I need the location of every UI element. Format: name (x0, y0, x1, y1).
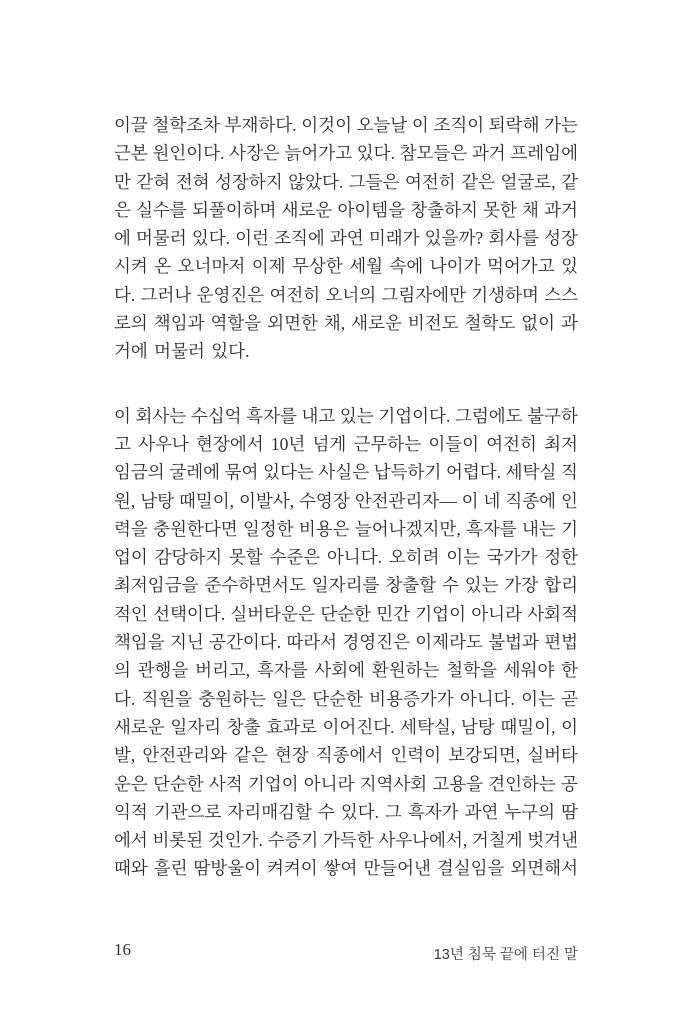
running-title: 13년 침묵 끝에 터진 말 (433, 947, 578, 963)
text-line: 력을 충원한다면 일정한 비용은 늘어나겠지만, 흑자를 내는 기 (114, 518, 578, 539)
paragraph (114, 111, 578, 366)
text-line: 다. 직원을 충원하는 일은 단순한 비용증가가 아니다. 이는 곧 (114, 688, 578, 709)
text-line: 로의 책임과 역할을 외면한 채, 새로운 비전도 철학도 없이 과 (114, 313, 578, 334)
text-line: 이끌 철학조차 부재하다. 이것이 오늘날 이 조직이 퇴락해 가는 (114, 115, 578, 135)
text-line: 시켜 온 오너마저 이제 무상한 세월 속에 나이가 먹어가고 있 (114, 256, 578, 277)
text-line: 다. 그러나 운영진은 여전히 오너의 그림자에만 기생하며 스스 (114, 284, 578, 305)
text-line: 임금의 굴레에 묶여 있다는 사실은 납득하기 어렵다. 세탁실 직 (114, 462, 578, 483)
text-line: 운은 단순한 사적 기업이 아니라 지역사회 고용을 견인하는 공 (114, 773, 578, 794)
text-line: 이 회사는 수십억 흑자를 내고 있는 기업이다. 그럼에도 불구하 (114, 405, 578, 426)
text-line: 업이 감당하지 못할 수준은 아니다. 오히려 이는 국가가 정한 (114, 547, 578, 568)
text-line: 고 사우나 현장에서 10년 넘게 근무하는 이들이 여전히 최저 (114, 433, 578, 454)
text-line: 발, 안전관리와 같은 현장 직종에서 인력이 보강되면, 실버타 (114, 745, 578, 766)
page-number: 16 (114, 940, 131, 959)
text-line: 때와 흘린 땀방울이 켜켜이 쌓여 만들어낸 결실임을 외면해서 (114, 858, 578, 879)
text-line: 은 실수를 되풀이하며 새로운 아이템을 창출하지 못한 채 과거 (114, 199, 578, 220)
text-line: 에서 비롯된 것인가. 수증기 가득한 사우나에서, 거칠게 벗겨낸 (114, 830, 578, 851)
text-line: 최저임금을 준수하면서도 일자리를 창출할 수 있는 가장 합리 (114, 575, 578, 596)
text-line: 책임을 지닌 공간이다. 따라서 경영진은 이제라도 불법과 편법 (114, 632, 578, 653)
text-line: 새로운 일자리 창출 효과로 이어진다. 세탁실, 남탕 때밀이, 이 (114, 716, 578, 737)
paragraph (114, 402, 578, 883)
text-line: 원, 남탕 때밀이, 이발사, 수영장 안전관리자— 이 네 직종에 인 (114, 490, 578, 511)
body-text (114, 111, 578, 883)
text-line: 만 갇혀 전혀 성장하지 않았다. 그들은 여전히 같은 얼굴로, 같 (114, 171, 578, 192)
text-line: 에 머물러 있다. 이런 조직에 과연 미래가 있을까? 회사를 성장 (114, 228, 578, 249)
text-line: 의 관행을 버리고, 흑자를 사회에 환원하는 철학을 세워야 한 (114, 660, 578, 681)
text-line: 근본 원인이다. 사장은 늙어가고 있다. 참모들은 과거 프레임에 (114, 143, 578, 164)
text-line: 거에 머물러 있다. (114, 341, 250, 362)
text-line: 익적 기관으로 자리매김할 수 있다. 그 흑자가 과연 누구의 땀 (114, 801, 578, 822)
text-line: 적인 선택이다. 실버타운은 단순한 민간 기업이 아니라 사회적 (114, 603, 578, 624)
